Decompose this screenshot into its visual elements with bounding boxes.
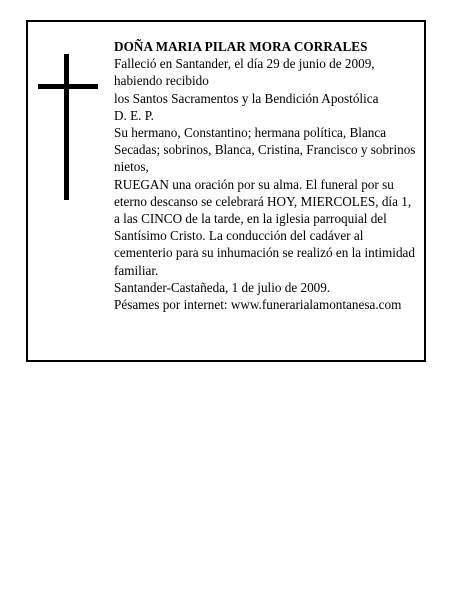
cross-vertical-bar [64,54,69,200]
death-statement: Falleció en Santander, el día 29 de junio de 2009, habiendo recibido [114,56,375,89]
cross-horizontal-bar [38,84,98,89]
obituary-text [114,38,420,313]
sacraments-line: los Santos Sacramentos y la Bendición Apostólica [114,90,379,106]
place-date-line: Santander-Castañeda, 1 de julio de 2009. [114,279,331,295]
family-line: Su hermano, Constantino; hermana política, Blanca Secadas; sobrinos, Blanca, Cristina, Francisco y sobrinos nietos, [114,125,416,175]
cross-icon [38,54,98,200]
deceased-name: DOÑA MARIA PILAR MORA CORRALES [114,39,368,54]
rip-line: D. E. P. [114,107,154,123]
funeral-details: RUEGAN una oración por su alma. El funeral por su eterno descanso se celebrará HOY, MIERCOLES, día 1, a las CINCO de la tarde, en la iglesia parroquial del Santísimo Cristo. La conducción del cadáver al cementerio para su inhumación se realizó en la intimidad familiar. [114,176,416,278]
condolences-line: Pésames por internet: www.funerarialamontanesa.com [114,297,402,313]
obituary-notice [26,20,426,362]
